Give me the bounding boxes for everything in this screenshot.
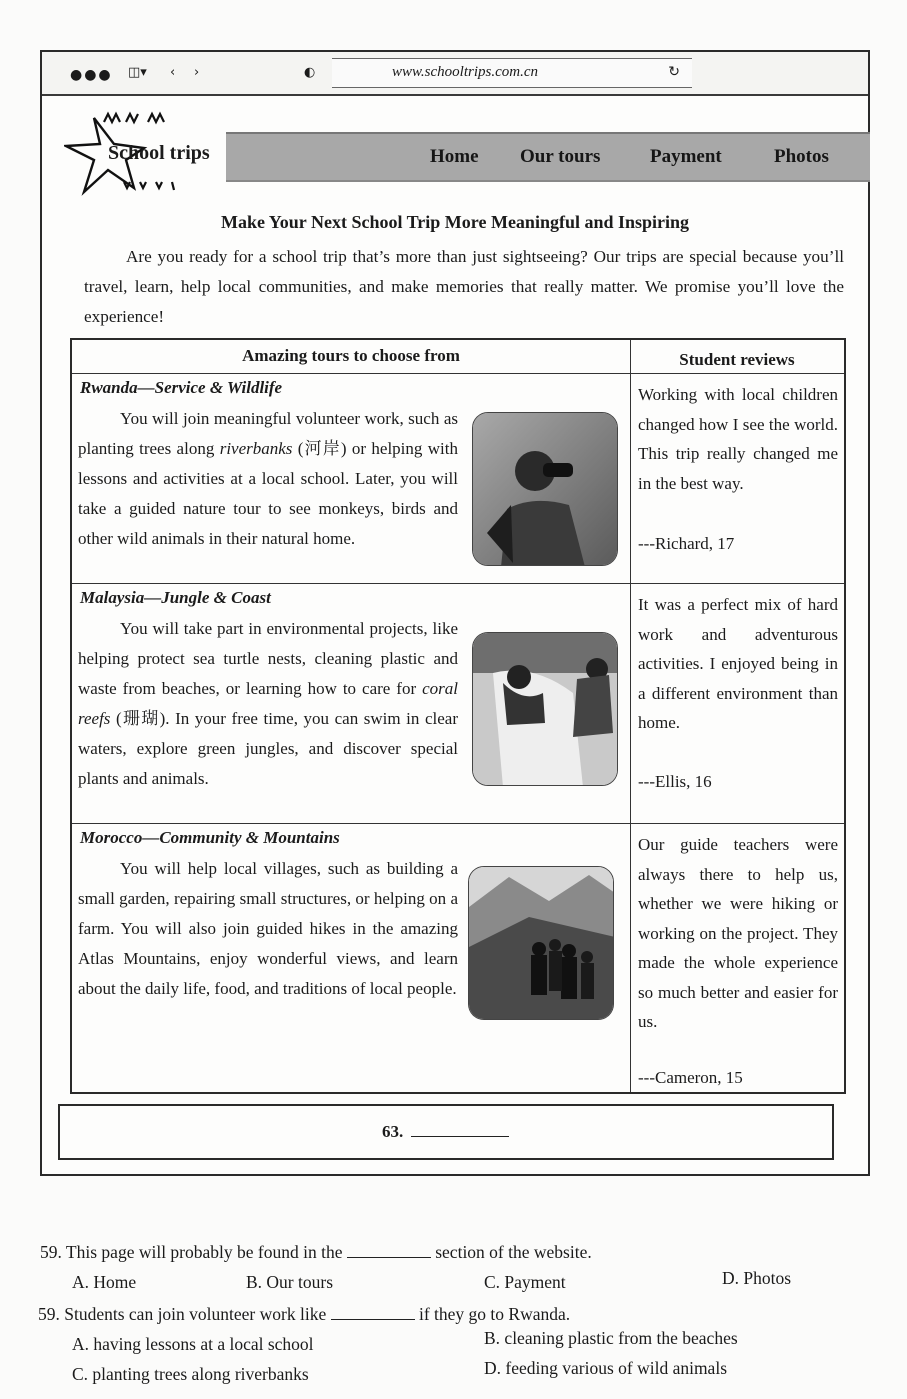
tour-name[interactable]: Rwanda—Service & Wildlife	[80, 378, 283, 397]
reviewer-name: ---Richard, 17	[638, 534, 735, 553]
option-d[interactable]: D. Photos	[722, 1268, 792, 1288]
address-bar[interactable]	[332, 58, 692, 88]
tour-description: You will help local villages, such as building a small garden, repairing small structures, or helping on a farm. You will also join guided hikes in the amazing Atlas Mountains, enjoy wonderful views, and learn about the daily life, food, and traditions of local people.	[78, 859, 458, 998]
review-text: It was a perfect mix of hard work and adventurous activities. I enjoyed being in a different environment than home.	[638, 595, 838, 732]
question-63-blank[interactable]: 63.	[382, 1122, 509, 1142]
forward-icon[interactable]: ›	[194, 65, 200, 80]
back-icon[interactable]: ‹	[170, 65, 176, 80]
reviewer-name: ---Cameron, 15	[638, 1068, 743, 1087]
morocco-photo	[468, 866, 614, 1020]
nav-our-tours[interactable]: Our tours	[520, 146, 601, 167]
option-c[interactable]: C. planting trees along riverbanks	[72, 1364, 309, 1384]
option-a[interactable]: A. Home	[72, 1272, 137, 1292]
logo-text: School trips	[108, 142, 210, 164]
tour-name[interactable]: Morocco—Community & Mountains	[80, 828, 340, 847]
tour-description: You will join meaningful volunteer work, such as planting trees along riverbanks (河岸) or helping with lessons and activities at a local school. Later, you will take a guided nature tour to see monkeys, birds and other wild animals in their natural home.	[78, 409, 458, 548]
site-logo[interactable]	[64, 108, 224, 198]
rwanda-photo	[472, 412, 618, 566]
site-header	[42, 104, 868, 204]
question-1: 59. This page will probably be found in the section of the website.	[40, 1242, 592, 1262]
browser-toolbar	[42, 52, 868, 96]
malaysia-photo	[472, 632, 618, 786]
tours-table	[70, 338, 846, 1094]
url-text: www.schooltrips.com.cn	[392, 64, 538, 80]
review-text: Our guide teachers were always there to help us, whether we were hiking or working on the project. They made the whole experience so much better and easier for us.	[638, 835, 838, 1031]
tour-row-malaysia	[72, 584, 844, 824]
answer-box	[58, 1104, 834, 1160]
shield-icon: ◐	[304, 65, 316, 80]
review-text: Working with local children changed how I see the world. This trip really changed me in the best way.	[638, 385, 838, 493]
reviewer-name: ---Ellis, 16	[638, 772, 712, 791]
table-header-row	[72, 340, 844, 374]
option-b[interactable]: B. cleaning plastic from the beaches	[484, 1328, 738, 1348]
browser-window	[40, 50, 870, 1176]
tour-row-morocco	[72, 824, 844, 1092]
intro-paragraph: Are you ready for a school trip that’s more than just sightseeing? Our trips are special because you’ll travel, learn, help local communities, and make memories that really matter. We promise you’ll love the experience!	[84, 247, 844, 326]
option-b[interactable]: B. Our tours	[246, 1272, 334, 1292]
option-a[interactable]: A. having lessons at a local school	[72, 1334, 314, 1354]
nav-payment[interactable]: Payment	[650, 146, 722, 167]
refresh-icon[interactable]: ↻	[668, 64, 680, 80]
tour-description: You will take part in environmental projects, like helping protect sea turtle nests, cleaning plastic and waste from beaches, or learning how to care for coral reefs (珊瑚). In your free time, you can swim in clear waters, explore green jungles, and discover special plants and animals.	[78, 619, 458, 788]
nav-bar	[226, 132, 870, 182]
tours-heading: Amazing tours to choose from	[242, 346, 460, 365]
tour-name[interactable]: Malaysia—Jungle & Coast	[80, 588, 271, 607]
question-2: 59. Students can join volunteer work like if they go to Rwanda.	[38, 1304, 571, 1324]
nav-home[interactable]: Home	[430, 146, 479, 167]
tour-row-rwanda	[72, 374, 844, 584]
nav-photos[interactable]: Photos	[774, 146, 829, 167]
reviews-heading: Student reviews	[679, 350, 795, 369]
page-title: Make Your Next School Trip More Meaningful and Inspiring	[220, 212, 690, 232]
sidebar-toggle-icon[interactable]: ◫▾	[128, 65, 147, 80]
option-c[interactable]: C. Payment	[484, 1272, 566, 1292]
window-controls[interactable]: ●●●	[70, 67, 113, 83]
option-d[interactable]: D. feeding various of wild animals	[484, 1358, 728, 1378]
